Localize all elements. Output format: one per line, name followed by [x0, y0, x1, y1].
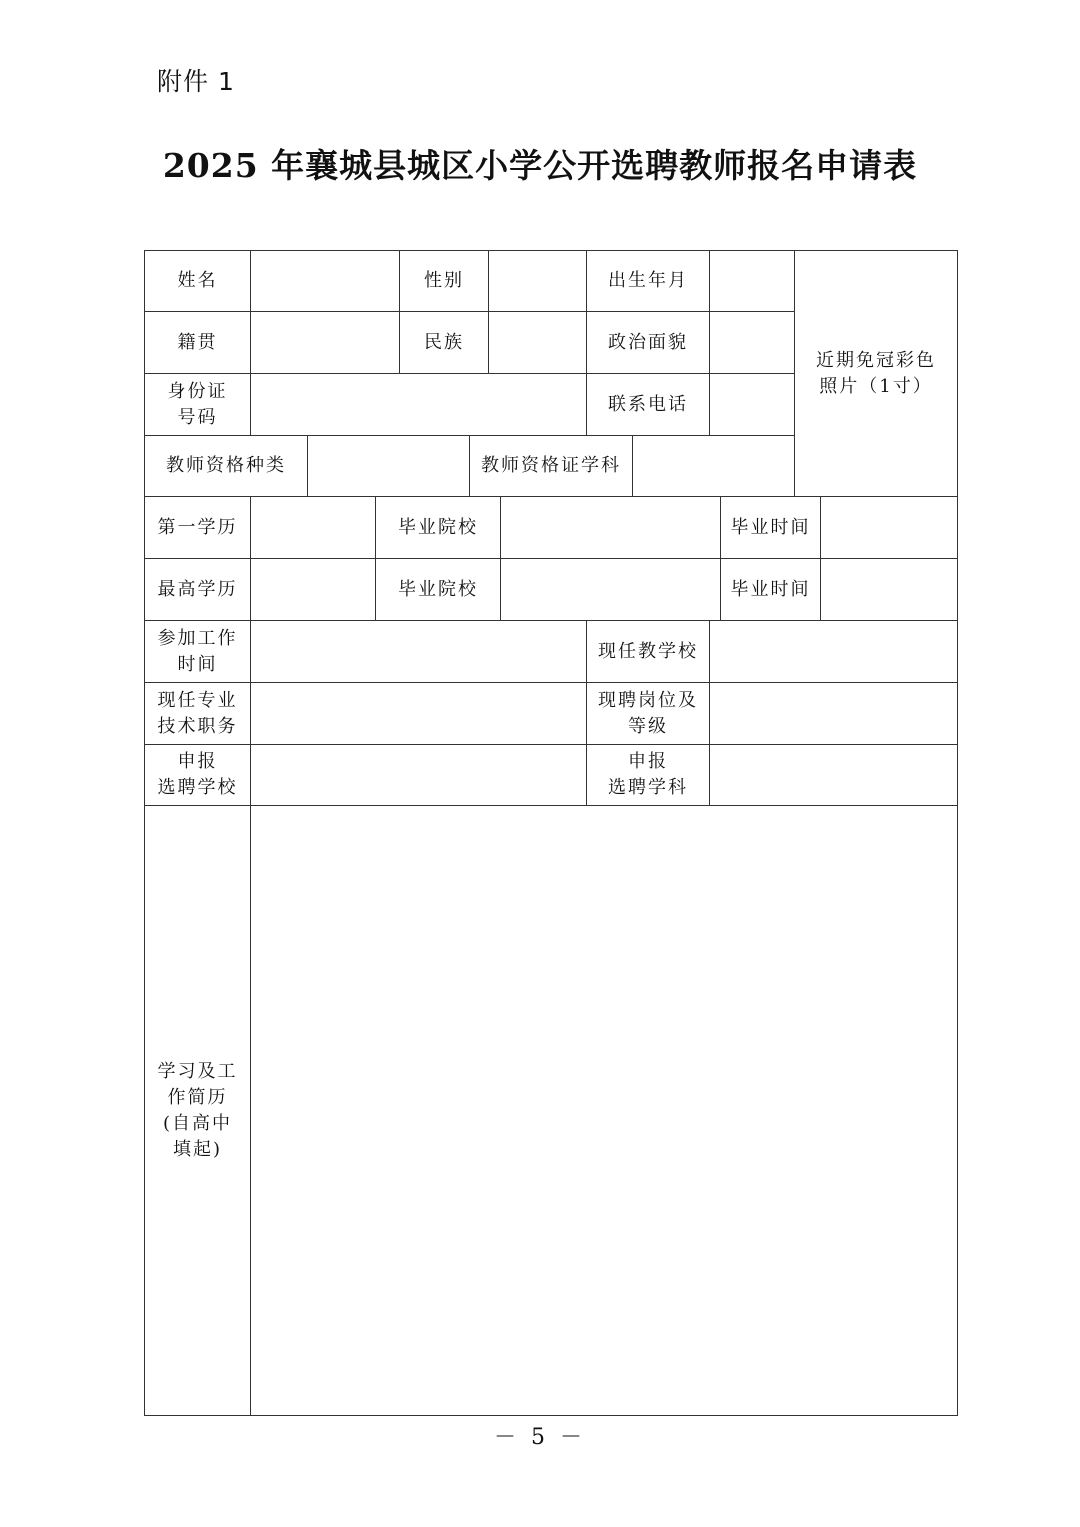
name-label: 姓名 [144, 250, 251, 312]
current-title-field[interactable] [250, 682, 587, 745]
apply-school-label: 申报 选聘学校 [144, 744, 251, 806]
ethnicity-label: 民族 [399, 311, 489, 374]
current-post-field[interactable] [709, 682, 958, 745]
id-number-label: 身份证 号码 [144, 373, 251, 436]
name-field[interactable] [250, 250, 400, 312]
resume-label: 学习及工作简历(自高中填起) [144, 805, 251, 1416]
apply-school-field[interactable] [250, 744, 587, 806]
page-number: － 5 － [494, 1425, 586, 1450]
current-school-field[interactable] [709, 620, 958, 683]
current-title-label: 现任专业 技术职务 [144, 682, 251, 745]
highest-grad-time-field[interactable] [820, 558, 958, 621]
phone-field[interactable] [709, 373, 795, 436]
first-school-field[interactable] [500, 496, 721, 559]
birth-date-field[interactable] [709, 250, 795, 312]
apply-subject-field[interactable] [709, 744, 958, 806]
page-title: 2025 年襄城县城区小学公开选聘教师报名申请表 [162, 146, 918, 185]
highest-school-label: 毕业院校 [375, 558, 501, 621]
cert-subject-label: 教师资格证学科 [469, 435, 633, 497]
first-school-label: 毕业院校 [375, 496, 501, 559]
cert-type-field[interactable] [307, 435, 470, 497]
current-post-label: 现聘岗位及 等级 [586, 682, 710, 745]
id-number-field[interactable] [250, 373, 587, 436]
cert-subject-field[interactable] [632, 435, 795, 497]
gender-field[interactable] [488, 250, 587, 312]
political-status-field[interactable] [709, 311, 795, 374]
birth-date-label: 出生年月 [586, 250, 710, 312]
gender-label: 性别 [399, 250, 489, 312]
cert-type-label: 教师资格种类 [144, 435, 308, 497]
work-start-label: 参加工作 时间 [144, 620, 251, 683]
photo-box[interactable]: 近期免冠彩色照片（1寸） [794, 250, 958, 497]
highest-degree-label: 最高学历 [144, 558, 251, 621]
highest-school-field[interactable] [500, 558, 721, 621]
current-school-label: 现任教学校 [586, 620, 710, 683]
apply-subject-label: 申报 选聘学科 [586, 744, 710, 806]
ethnicity-field[interactable] [488, 311, 587, 374]
attachment-label: 附件 1 [157, 67, 235, 96]
first-grad-time-label: 毕业时间 [720, 496, 821, 559]
first-grad-time-field[interactable] [820, 496, 958, 559]
native-place-field[interactable] [250, 311, 400, 374]
highest-grad-time-label: 毕业时间 [720, 558, 821, 621]
resume-field[interactable] [250, 805, 958, 1416]
highest-degree-field[interactable] [250, 558, 376, 621]
first-degree-label: 第一学历 [144, 496, 251, 559]
phone-label: 联系电话 [586, 373, 710, 436]
native-place-label: 籍贯 [144, 311, 251, 374]
political-status-label: 政治面貌 [586, 311, 710, 374]
first-degree-field[interactable] [250, 496, 376, 559]
work-start-field[interactable] [250, 620, 587, 683]
